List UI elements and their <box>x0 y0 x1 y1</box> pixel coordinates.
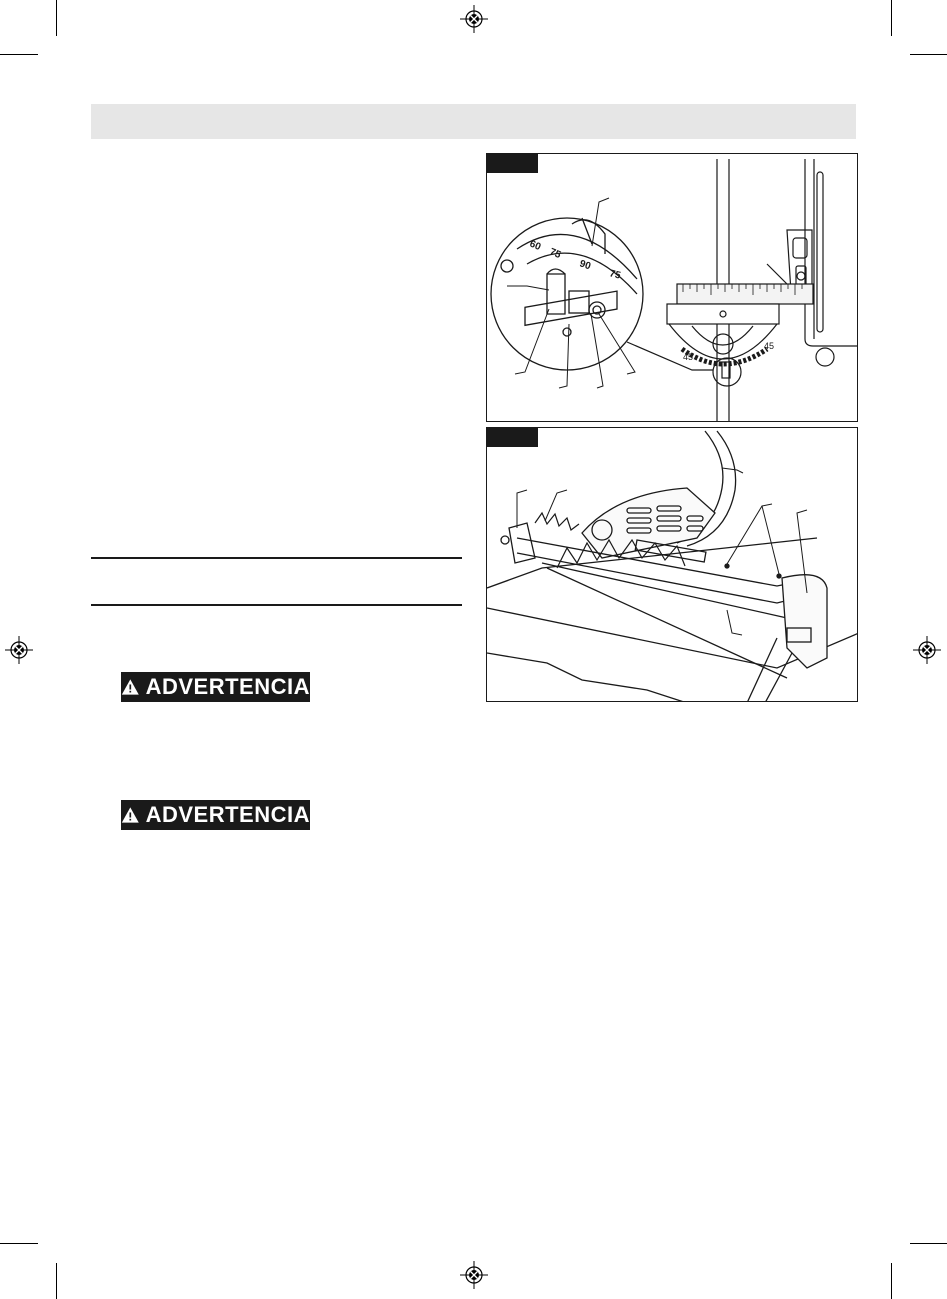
scale-number: 75 <box>608 268 622 282</box>
registration-mark-icon <box>5 636 33 664</box>
crop-mark-tl-h <box>0 54 38 55</box>
crop-mark-br-h <box>910 1243 947 1244</box>
warning-triangle-icon <box>121 677 140 697</box>
gauge-number: 45 <box>683 352 694 362</box>
gauge-number: 45 <box>764 341 775 351</box>
scale-number: 75 <box>547 246 563 261</box>
figure-table-saw <box>486 427 858 702</box>
warning-label <box>121 800 310 830</box>
section-rule-bottom <box>91 604 462 606</box>
warning-triangle-icon <box>121 805 140 825</box>
crop-mark-br-v <box>891 1263 892 1299</box>
scale-number: 60 <box>527 238 543 253</box>
crop-mark-tr-h <box>910 54 947 55</box>
section-header-band <box>91 104 856 139</box>
figure-miter-gauge <box>486 153 858 422</box>
scale-number: 90 <box>578 258 593 273</box>
registration-mark-icon <box>460 5 488 33</box>
crop-mark-tl-v <box>56 0 57 36</box>
crop-mark-bl-v <box>56 1263 57 1299</box>
warning-label <box>121 672 310 702</box>
crop-mark-bl-h <box>0 1243 38 1244</box>
warning-text: ADVERTENCIA <box>145 674 310 699</box>
miter-gauge-illustration <box>487 154 858 422</box>
table-saw-illustration <box>487 428 858 702</box>
crop-mark-tr-v <box>891 0 892 36</box>
section-rule-top <box>91 557 462 559</box>
registration-mark-icon <box>913 636 941 664</box>
warning-text: ADVERTENCIA <box>145 802 310 827</box>
registration-mark-icon <box>460 1261 488 1289</box>
